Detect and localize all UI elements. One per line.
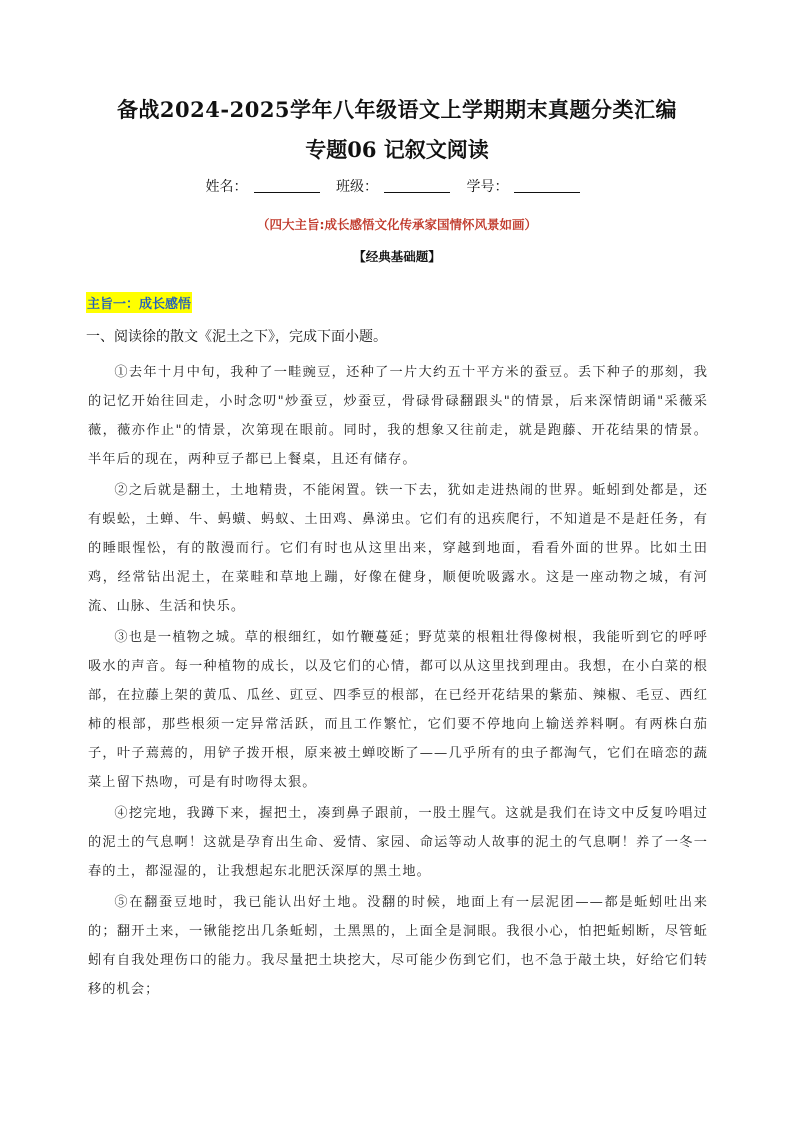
- question-title: 一、阅读徐的散文《泥土之下》，完成下面小题。: [86, 329, 387, 345]
- theme-heading: 主旨一：成长感悟: [86, 292, 192, 313]
- id-blank: [514, 178, 580, 193]
- class-label: 班级：: [336, 179, 378, 195]
- id-label: 学号：: [466, 179, 509, 195]
- section-tag: 【经典基础题】: [353, 249, 441, 264]
- passage-paragraph-1: ①去年十月中旬，我种了一畦豌豆，还种了一片大约五十平方米的蚕豆。丢下种子的那刻，我的记忆开始往回走，小时念叨"炒蚕豆，炒蚕豆，骨碌骨碌翻跟头"的情景，后来深情朗诵"采薇采薇，薇亦作止"的情景，次第现在眼前。同时，我的想象又往前走，就是跑藤、开花结果的情景。半年后的现在，两种豆子都已上餐桌，且还有储存。: [88, 365, 708, 467]
- passage-paragraph-4: ④挖完地，我蹲下来，握把土，凑到鼻子跟前，一股土腥气。这就是我们在诗文中反复吟唱过的泥土的气息啊！这就是孕育出生命、爱情、家园、命运等动人故事的泥土的气息啊！养了一冬一春的土，都湿湿的，让我想起东北肥沃深厚的黑土地。: [88, 806, 708, 879]
- reading-passage: [88, 358, 708, 1006]
- student-info-line: [0, 176, 794, 196]
- themes-subtitle: （四大主旨:成长感悟文化传承家国情怀风景如画）: [257, 217, 537, 232]
- name-blank: [254, 178, 320, 193]
- passage-paragraph-3: ③也是一植物之城。草的根细红，如竹鞭蔓延；野苋菜的根粗壮得像树根，我能听到它的呼呼吸水的声音。每一种植物的成长，以及它们的心情，都可以从这里找到理由。我想，在小白菜的根部，在拉藤上架的黄瓜、瓜丝、豇豆、四季豆的根部，在已经开花结果的紫茄、辣椒、毛豆、西红柿的根部，那些根须一定异常活跃，而且工作繁忙，它们要不停地向上输送养料啊。有两株白茄子，叶子蔫蔫的，用铲子拨开根，原来被土蝉咬断了——几乎所有的虫子都淘气，它们在暗恋的蔬菜上留下热吻，可是有时吻得太狠。: [88, 630, 708, 790]
- document-title: 备战2024-2025学年八年级语文上学期期末真题分类汇编: [116, 97, 678, 122]
- class-blank: [384, 178, 450, 193]
- name-label: 姓名：: [205, 179, 248, 195]
- document-subtitle: 专题06 记叙文阅读: [305, 137, 489, 162]
- passage-paragraph-5: ⑤在翻蚕豆地时，我已能认出好土地。没翻的时候，地面上有一层泥团——都是蚯蚓吐出来的；翻开土来，一锹能挖出几条蚯蚓，土黑黑的，上面全是洞眼。我很小心，怕把蚯蚓断，尽管蚯蚓有自我处理伤口的能力。我尽量把土块挖大，尽可能少伤到它们，也不急于敲土块，好给它们转移的机会；: [88, 895, 708, 997]
- passage-paragraph-2: ②之后就是翻土，土地精贵，不能闲置。铁一下去，犹如走进热闹的世界。蚯蚓到处都是，还有蜈蚣，土蝉、牛、蚂蟥、蚂蚁、土田鸡、鼻涕虫。它们有的迅疾爬行，不知道是不是赶任务，有的睡眼惺忪，有的散漫而行。它们有时也从这里出来，穿越到地面，看看外面的世界。比如土田鸡，经常钻出泥土，在菜畦和草地上蹦，好像在健身，顺便吮吸露水。这是一座动物之城，有河流、山脉、生活和快乐。: [88, 483, 708, 614]
